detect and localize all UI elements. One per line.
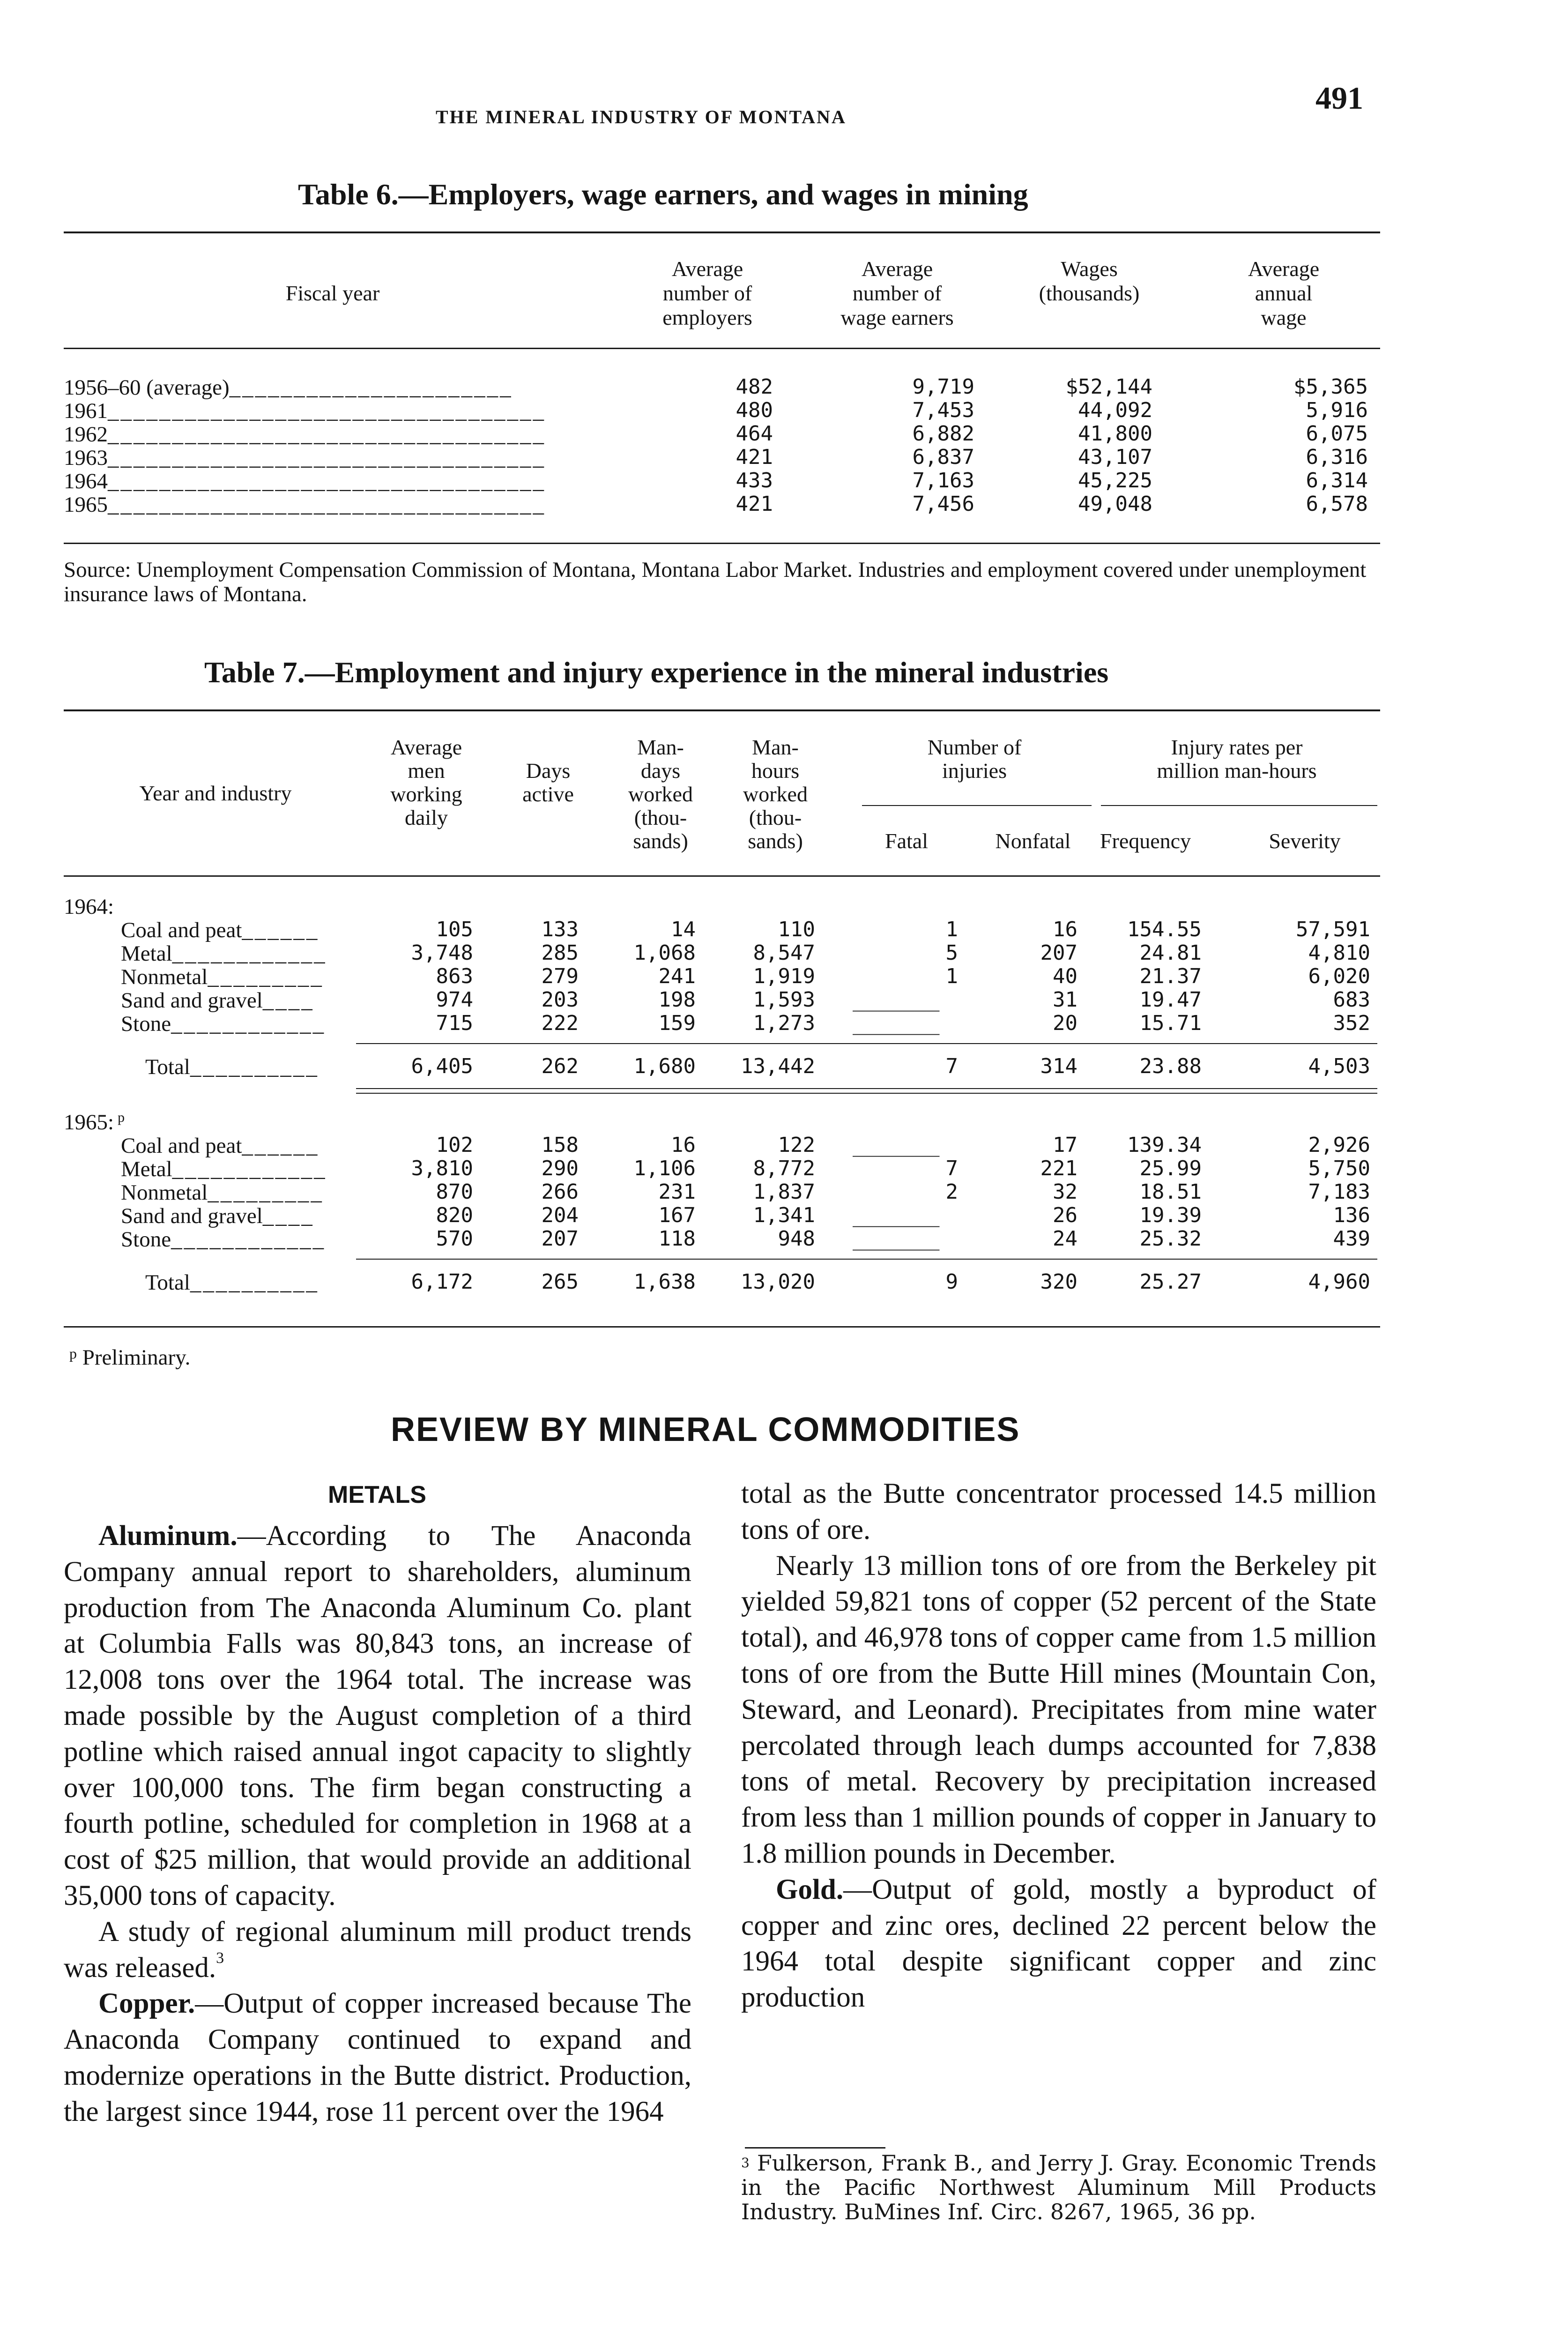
- cell-man-days: 159: [658, 1011, 696, 1035]
- cell-frequency: 19.47: [1139, 988, 1202, 1012]
- paragraph-text: total as the Butte concentrator processed 14.5 million tons of ore.: [741, 1478, 1376, 1545]
- row-label: Sand and gravel: [121, 988, 263, 1013]
- leader-dots: __________________________________: [108, 469, 546, 493]
- row-label-wrap: [64, 422, 546, 447]
- cell-fatal: 7: [945, 1157, 958, 1180]
- table-row: [0, 918, 1568, 941]
- table-row: [0, 1054, 1568, 1078]
- row-label-wrap: [121, 1180, 324, 1205]
- cell-fatal: 2: [945, 1180, 958, 1204]
- cell-severity: 439: [1333, 1227, 1370, 1251]
- row-label: Coal and peat: [121, 918, 242, 942]
- cell-nonfatal: 320: [1040, 1270, 1078, 1294]
- table-row: [0, 469, 1568, 492]
- cell-frequency: 139.34: [1127, 1133, 1202, 1157]
- cell-nonfatal: 221: [1040, 1157, 1078, 1180]
- table-row: [0, 422, 1568, 445]
- cell-wage-earners: 7,163: [912, 469, 974, 492]
- leader-dots: __________: [190, 1055, 319, 1079]
- cell-men: 570: [436, 1227, 473, 1251]
- table6-col-wages: Wages (thousands): [1039, 257, 1140, 305]
- cell-wages: 43,107: [1078, 445, 1152, 469]
- right-text-column: [741, 1476, 1376, 2016]
- cell-severity: 5,750: [1308, 1157, 1370, 1180]
- runin-gold: Gold.: [776, 1873, 844, 1905]
- cell-nonfatal: 207: [1040, 941, 1078, 965]
- cell-men: 6,405: [411, 1054, 473, 1078]
- table-row: [0, 375, 1568, 398]
- cell-wages: 41,800: [1078, 422, 1152, 446]
- cell-man-days: 1,638: [633, 1270, 696, 1294]
- table7-col-days: Days active: [522, 759, 574, 806]
- row-label-wrap: [121, 1227, 326, 1252]
- cell-wages: 49,048: [1078, 492, 1152, 516]
- cell-fatal: _______: [853, 1133, 940, 1157]
- cell-man-hours: 122: [778, 1133, 815, 1157]
- table-row: [0, 988, 1568, 1011]
- table7-col-injuries: Number of injuries: [927, 735, 1022, 783]
- cell-men: 3,748: [411, 941, 473, 965]
- cell-men: 715: [436, 1011, 473, 1035]
- row-label-wrap: [64, 469, 546, 494]
- table7-col-frequency: Frequency: [1100, 829, 1191, 853]
- cell-days: 266: [541, 1180, 579, 1204]
- leader-dots: ____: [262, 988, 314, 1013]
- cell-men: 820: [436, 1203, 473, 1227]
- row-label-wrap: [145, 1054, 319, 1080]
- cell-wage-earners: 7,456: [912, 492, 974, 516]
- cell-man-days: 1,106: [633, 1157, 696, 1180]
- cell-wage-earners: 6,882: [912, 422, 974, 446]
- cell-wage-earners: 6,837: [912, 445, 974, 469]
- cell-days: 285: [541, 941, 579, 965]
- table7-col-man-hours: Man- hours worked (thou- sands): [743, 735, 808, 853]
- cell-annual: 5,916: [1306, 398, 1368, 422]
- cell-employers: 480: [736, 398, 773, 422]
- cell-fatal: 5: [945, 941, 958, 965]
- table-row: [0, 1227, 1568, 1250]
- cell-men: 6,172: [411, 1270, 473, 1294]
- cell-man-days: 167: [658, 1203, 696, 1227]
- paragraph-study: [64, 1914, 691, 1986]
- cell-days: 222: [541, 1011, 579, 1035]
- cell-man-days: 231: [658, 1180, 696, 1204]
- row-label-wrap: [121, 988, 314, 1013]
- cell-man-hours: 110: [778, 918, 815, 941]
- cell-man-hours: 13,442: [741, 1054, 815, 1078]
- cell-frequency: 21.37: [1139, 964, 1202, 988]
- leader-dots: ____________: [171, 1012, 326, 1036]
- footnote-ref: 3: [216, 1949, 224, 1967]
- cell-frequency: 25.32: [1139, 1227, 1202, 1251]
- cell-severity: 352: [1333, 1011, 1370, 1035]
- row-label: Nonmetal: [121, 1180, 208, 1205]
- cell-severity: 136: [1333, 1203, 1370, 1227]
- table-row: [0, 1011, 1568, 1035]
- cell-man-hours: 1,273: [753, 1011, 815, 1035]
- cell-man-hours: 1,919: [753, 964, 815, 988]
- block-separator-rule: [356, 1093, 1377, 1094]
- leader-dots: __________________________________: [108, 446, 546, 470]
- cell-men: 870: [436, 1180, 473, 1204]
- cell-nonfatal: 16: [1053, 918, 1078, 941]
- year-heading: [64, 894, 114, 919]
- cell-fatal: _______: [853, 988, 940, 1012]
- table6-col-employers: Average number of employers: [662, 257, 752, 329]
- leader-dots: _________: [208, 1180, 324, 1205]
- cell-annual: 6,578: [1306, 492, 1368, 516]
- row-label: 1962: [64, 422, 108, 447]
- cell-fatal: _______: [853, 1011, 940, 1035]
- cell-severity: 7,183: [1308, 1180, 1370, 1204]
- cell-men: 102: [436, 1133, 473, 1157]
- cell-wages: 45,225: [1078, 469, 1152, 492]
- runin-aluminum: Aluminum.: [98, 1520, 238, 1552]
- cell-frequency: 23.88: [1139, 1054, 1202, 1078]
- cell-days: 203: [541, 988, 579, 1012]
- page-footnote-mark: 3: [741, 2155, 750, 2171]
- row-label: Nonmetal: [121, 965, 208, 989]
- leader-dots: __________________________________: [108, 399, 546, 423]
- cell-days: 204: [541, 1203, 579, 1227]
- cell-man-hours: 13,020: [741, 1270, 815, 1294]
- cell-severity: 4,810: [1308, 941, 1370, 965]
- table7-col-severity: Severity: [1269, 829, 1341, 853]
- cell-fatal: 9: [945, 1270, 958, 1294]
- cell-men: 3,810: [411, 1157, 473, 1180]
- cell-fatal: 1: [945, 918, 958, 941]
- table-row: [0, 398, 1568, 422]
- cell-man-hours: 1,837: [753, 1180, 815, 1204]
- cell-frequency: 25.99: [1139, 1157, 1202, 1180]
- table-row: [0, 1270, 1568, 1293]
- cell-annual: $5,365: [1293, 375, 1368, 399]
- cell-days: 290: [541, 1157, 579, 1180]
- cell-man-days: 16: [671, 1133, 696, 1157]
- cell-severity: 4,503: [1308, 1054, 1370, 1078]
- table-row: [0, 1180, 1568, 1203]
- cell-days: 262: [541, 1054, 579, 1078]
- cell-severity: 6,020: [1308, 964, 1370, 988]
- page-number: 491: [1315, 80, 1363, 116]
- cell-nonfatal: 26: [1053, 1203, 1078, 1227]
- cell-employers: 421: [736, 445, 773, 469]
- paragraph-text: —Output of copper increased because The Anaconda Company continued to expand and modernize operations in the Butte district. Production, the largest since 1944, rose 11 percent over the 1964: [64, 1988, 691, 2127]
- leader-dots: ____________: [171, 1227, 326, 1252]
- table-row: [0, 445, 1568, 469]
- year-label: 1965:: [64, 1110, 114, 1134]
- cell-man-days: 118: [658, 1227, 696, 1251]
- table6-header-rule: [64, 348, 1380, 349]
- cell-nonfatal: 31: [1053, 988, 1078, 1012]
- table6-title: Table 6.—Employers, wage earners, and wages in mining: [298, 178, 1028, 211]
- cell-annual: 6,075: [1306, 422, 1368, 446]
- running-head: THE MINERAL INDUSTRY OF MONTANA: [436, 106, 847, 127]
- cell-annual: 6,316: [1306, 445, 1368, 469]
- table7-title: Table 7.—Employment and injury experience in the mineral industries: [204, 656, 1109, 689]
- table7-col-men: Average men working daily: [390, 735, 462, 829]
- table7-col-year-industry: Year and industry: [139, 781, 292, 805]
- paragraph-berkeley: [741, 1548, 1376, 1872]
- paragraph-text: —Output of gold, mostly a byproduct of copper and zinc ores, declined 22 percent below the 1964 total despite significant copper and zinc production: [741, 1873, 1376, 2014]
- row-label: Total: [145, 1270, 190, 1295]
- table6-col-wage-earners: Average number of wage earners: [840, 257, 954, 329]
- table7-injuries-rule: [862, 805, 1092, 806]
- row-label: 1963: [64, 446, 108, 470]
- cell-nonfatal: 314: [1040, 1054, 1078, 1078]
- leader-dots: ______________________: [229, 375, 513, 400]
- table7-rates-rule: [1101, 805, 1377, 806]
- cell-fatal: 7: [945, 1054, 958, 1078]
- row-label-wrap: [121, 964, 324, 990]
- row-label-wrap: [121, 1203, 314, 1229]
- footnote-rule: [745, 2147, 885, 2149]
- table-row: [0, 1157, 1568, 1180]
- cell-severity: 57,591: [1296, 918, 1370, 941]
- table6-top-rule: [64, 231, 1380, 233]
- cell-man-days: 198: [658, 988, 696, 1012]
- paragraph-continued: [741, 1476, 1376, 1548]
- row-label-wrap: [121, 1011, 326, 1037]
- total-rule: [356, 1043, 1377, 1044]
- paragraph-text: Nearly 13 million tons of ore from the Berkeley pit yielded 59,821 tons of copper (52 percent of the State total), and 46,978 tons of copper came from 1.5 million tons of ore from the Butte Hill mines (Mountain Con, Steward, and Leonard). Precipitates from mine water percolated through leach dumps accounted for 7,838 tons of metal. Recovery by precipitation increased from less than 1 million pounds of copper in January to 1.8 million pounds in December.: [741, 1550, 1376, 1869]
- leader-dots: __________: [190, 1270, 319, 1295]
- paragraph-text: A study of regional aluminum mill product trends was released.: [64, 1916, 691, 1984]
- cell-men: 105: [436, 918, 473, 941]
- row-label-wrap: [64, 375, 513, 400]
- cell-wage-earners: 7,453: [912, 398, 974, 422]
- paragraph-text: —According to The Anaconda Company annual report to shareholders, aluminum production from The Anaconda Aluminum Co. plant at Columbia Falls was 80,843 tons, an increase of 12,008 tons over the 1964 total. The increase was made possible by the August completion of a third potline which raised annual ingot capacity to slightly over 100,000 tons. The firm began constructing a fourth potline, scheduled for completion in 1968 at a cost of $25 million, that would provide an additional 35,000 tons of capacity.: [64, 1520, 691, 1911]
- cell-man-days: 241: [658, 964, 696, 988]
- table-row: [0, 964, 1568, 988]
- leader-dots: ____: [262, 1204, 314, 1228]
- preliminary-mark: p: [118, 1110, 125, 1125]
- table7-col-man-days: Man- days worked (thou- sands): [628, 735, 693, 853]
- row-label-wrap: [121, 1157, 327, 1182]
- table6-col-annual-wage: Average annual wage: [1248, 257, 1320, 329]
- cell-severity: 4,960: [1308, 1270, 1370, 1294]
- cell-fatal: _______: [853, 1203, 940, 1227]
- row-label-wrap: [64, 492, 546, 517]
- table-row: [0, 492, 1568, 515]
- table-row: [0, 1203, 1568, 1227]
- cell-man-days: 1,680: [633, 1054, 696, 1078]
- leader-dots: ____________: [172, 1157, 327, 1181]
- cell-days: 279: [541, 964, 579, 988]
- cell-nonfatal: 32: [1053, 1180, 1078, 1204]
- cell-wage-earners: 9,719: [912, 375, 974, 399]
- footnote-mark: p: [69, 1345, 77, 1362]
- leader-dots: ____________: [172, 941, 327, 966]
- cell-wages: $52,144: [1065, 375, 1152, 399]
- row-label-wrap: [121, 1133, 319, 1158]
- table7-bottom-rule: [64, 1326, 1380, 1328]
- footnote-text: Preliminary.: [82, 1345, 191, 1370]
- row-label: Metal: [121, 1157, 172, 1181]
- left-text-column: [64, 1518, 691, 2130]
- cell-employers: 482: [736, 375, 773, 399]
- row-label-wrap: [64, 445, 546, 470]
- row-label: 1961: [64, 399, 108, 423]
- leader-dots: _________: [208, 965, 324, 989]
- table7-col-fatal: Fatal: [885, 829, 928, 853]
- row-label: Coal and peat: [121, 1134, 242, 1158]
- cell-man-hours: 8,772: [753, 1157, 815, 1180]
- cell-fatal: _______: [853, 1227, 940, 1251]
- cell-wages: 44,092: [1078, 398, 1152, 422]
- block-separator-rule: [356, 1088, 1377, 1089]
- cell-man-hours: 1,341: [753, 1203, 815, 1227]
- year-heading: [64, 1110, 125, 1135]
- cell-frequency: 25.27: [1139, 1270, 1202, 1294]
- cell-man-days: 1,068: [633, 941, 696, 965]
- cell-frequency: 24.81: [1139, 941, 1202, 965]
- total-rule: [356, 1259, 1377, 1260]
- page-footnote: [741, 2151, 1376, 2224]
- cell-severity: 2,926: [1308, 1133, 1370, 1157]
- paragraph-copper: [64, 1986, 691, 2130]
- cell-nonfatal: 20: [1053, 1011, 1078, 1035]
- cell-man-days: 14: [671, 918, 696, 941]
- row-label: Metal: [121, 941, 172, 966]
- section-heading: REVIEW BY MINERAL COMMODITIES: [391, 1411, 1020, 1448]
- subsection-heading-metals: METALS: [328, 1481, 426, 1508]
- year-label: 1964:: [64, 895, 114, 919]
- cell-employers: 464: [736, 422, 773, 446]
- table7-top-rule: [64, 709, 1380, 711]
- row-label: 1964: [64, 469, 108, 493]
- cell-days: 133: [541, 918, 579, 941]
- cell-fatal: 1: [945, 964, 958, 988]
- row-label-wrap: [145, 1270, 319, 1295]
- cell-employers: 433: [736, 469, 773, 492]
- cell-men: 974: [436, 988, 473, 1012]
- cell-nonfatal: 40: [1053, 964, 1078, 988]
- cell-man-hours: 948: [778, 1227, 815, 1251]
- cell-frequency: 15.71: [1139, 1011, 1202, 1035]
- cell-frequency: 18.51: [1139, 1180, 1202, 1204]
- row-label-wrap: [121, 918, 319, 943]
- table7-header-rule: [64, 875, 1380, 877]
- cell-man-hours: 8,547: [753, 941, 815, 965]
- paragraph-gold: [741, 1872, 1376, 2016]
- page-footnote-text: Fulkerson, Frank B., and Jerry J. Gray. Economic Trends in the Pacific Northwest Aluminum Mill Products Industry. BuMines Inf. Circ. 8267, 1965, 36 pp.: [741, 2150, 1376, 2224]
- cell-annual: 6,314: [1306, 469, 1368, 492]
- cell-man-hours: 1,593: [753, 988, 815, 1012]
- table6-bottom-rule: [64, 543, 1380, 544]
- cell-days: 158: [541, 1133, 579, 1157]
- row-label: Stone: [121, 1227, 171, 1252]
- cell-men: 863: [436, 964, 473, 988]
- row-label: 1965: [64, 492, 108, 517]
- table-row: [0, 1133, 1568, 1157]
- row-label: Total: [145, 1055, 190, 1079]
- table6-col-fiscal-year: Fiscal year: [285, 281, 380, 305]
- runin-copper: Copper.: [98, 1988, 195, 2020]
- paragraph-aluminum: [64, 1518, 691, 1914]
- table-row: [0, 941, 1568, 964]
- cell-nonfatal: 17: [1053, 1133, 1078, 1157]
- cell-days: 207: [541, 1227, 579, 1251]
- cell-severity: 683: [1333, 988, 1370, 1012]
- table7-footnote: [69, 1345, 190, 1370]
- cell-frequency: 154.55: [1127, 918, 1202, 941]
- row-label-wrap: [64, 398, 546, 424]
- row-label: Sand and gravel: [121, 1204, 263, 1228]
- cell-nonfatal: 24: [1053, 1227, 1078, 1251]
- cell-frequency: 19.39: [1139, 1203, 1202, 1227]
- leader-dots: __________________________________: [108, 492, 546, 517]
- leader-dots: ______: [242, 918, 320, 942]
- leader-dots: ______: [242, 1134, 320, 1158]
- row-label: 1956–60 (average): [64, 375, 230, 400]
- table7-col-rates: Injury rates per million man-hours: [1157, 735, 1317, 783]
- cell-days: 265: [541, 1270, 579, 1294]
- table6-source-note: Source: Unemployment Compensation Commission of Montana, Montana Labor Market. Industries and employment covered under unemployment insurance laws of Montana.: [64, 558, 1367, 606]
- row-label: Stone: [121, 1012, 171, 1036]
- leader-dots: __________________________________: [108, 422, 546, 447]
- cell-employers: 421: [736, 492, 773, 516]
- table7-col-nonfatal: Nonfatal: [995, 829, 1071, 853]
- row-label-wrap: [121, 941, 327, 966]
